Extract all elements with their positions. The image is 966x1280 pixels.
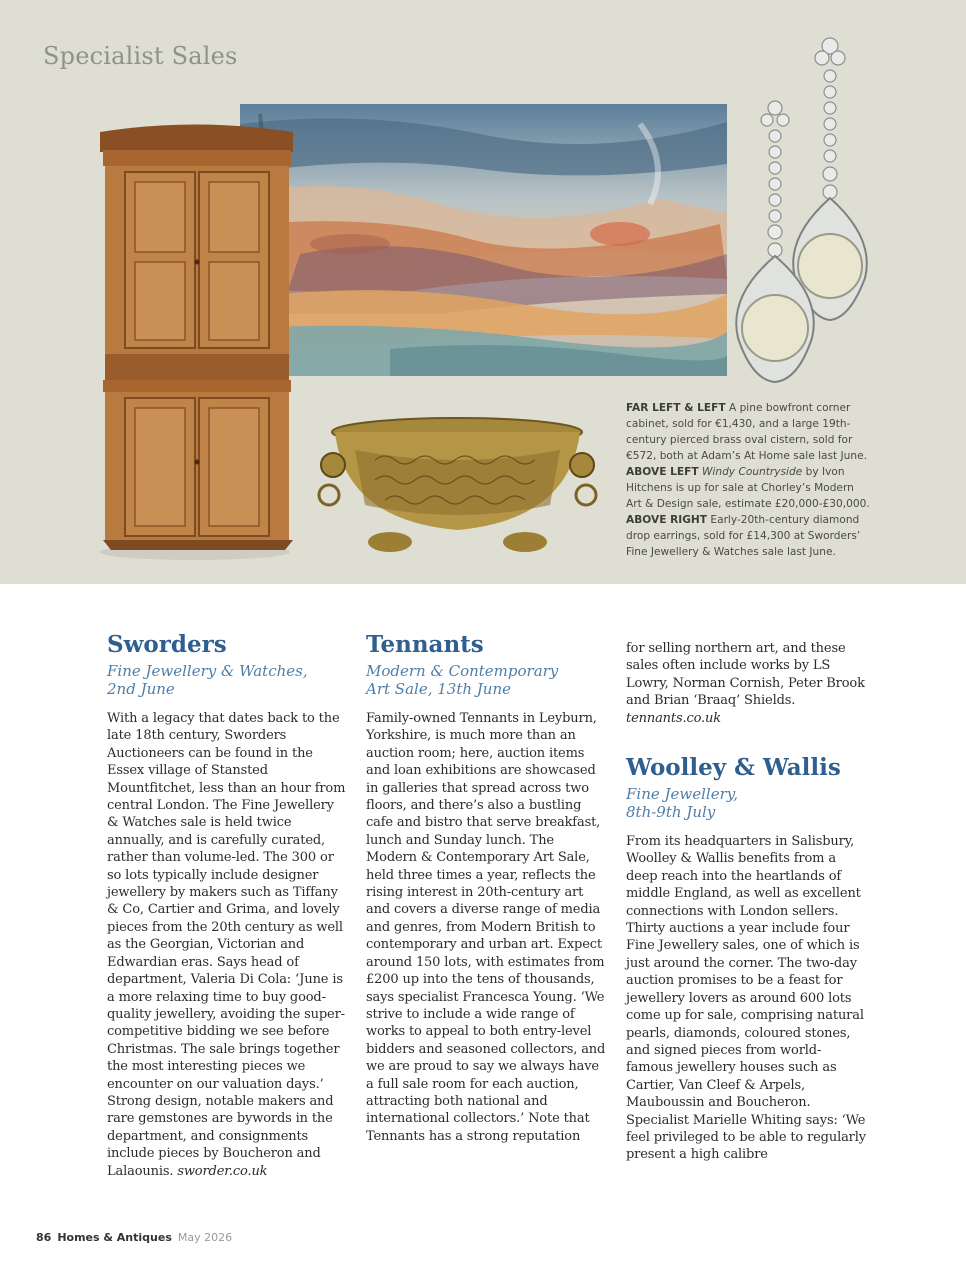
issue-date: May 2026 (177, 1231, 233, 1244)
venue-heading: Woolley & Wallis (626, 754, 841, 782)
article-body-continued: for selling northern art, and these sales often include works by LS Lowry, Norman Cornish, Peter Brook and Brian ‘Braaq’ Shields. tennants.co.uk (626, 641, 865, 726)
caption-far-left: FAR LEFT & LEFT A pine bowfront corner cabinet, sold for €1,430, and a large 19th-century pierced brass oval cistern, sold for €572, both at Adam’s At Home sale last June. (626, 402, 867, 462)
article-tennants (366, 630, 606, 1145)
hero-panel (0, 0, 966, 584)
painting-windy-countryside (240, 104, 727, 376)
diamond-drop-earrings (700, 28, 900, 388)
venue-heading: Tennants (366, 631, 484, 658)
page-footer (36, 1231, 232, 1244)
page-number: 86 (36, 1231, 52, 1244)
magazine-name: Homes & Antiques (57, 1231, 172, 1244)
caption-above-left: ABOVE LEFT Windy Countryside by Ivon Hitchens is up for sale at Chorley’s Modern Art & Design sale, estimate £20,000-£30,000. (626, 466, 870, 510)
sale-subheading: Fine Jewellery & Watches, 2nd June (107, 662, 308, 698)
pine-bowfront-corner-cabinet (95, 122, 300, 562)
website-link[interactable]: sworder.co.uk (177, 1163, 268, 1179)
article-woolley-wallis (626, 753, 866, 1164)
section-title: Specialist Sales (43, 42, 238, 70)
article-column-3 (626, 640, 866, 1164)
venue-heading: Sworders (107, 631, 227, 658)
sale-subheading: Modern & Contemporary Art Sale, 13th June (366, 662, 559, 698)
pierced-brass-oval-cistern (315, 410, 600, 558)
article-body: With a legacy that dates back to the late 18th century, Sworders Auctioneers can be found in the Essex village of Stansted Mountfitchet, less than an hour from central London. The Fine Jewellery & Watches sale is held twice annually, and is carefully curated, rather than volume-led. The 300 or so lots typically include designer jewellery by makers such as Tiffany & Co, Cartier and Grima, and lovely pieces from the 20th century as well as the Georgian, Victorian and Edwardian eras. Says head of department, Valeria Di Cola: ‘June is a more relaxing time to buy good-quality jewellery, avoiding the super-competitive bidding we see before Christmas. The sale brings together the most interesting pieces we encounter on our valuation days.’ Strong design, notable makers and rare gemstones are bywords in the department, and consignments include pieces by Boucheron and Lalaounis. sworder.co.uk (107, 711, 346, 1179)
article-body: Family-owned Tennants in Leyburn, Yorkshire, is much more than an auction room; here, auction items and loan exhibitions are showcased in galleries that spread across two floors, and there’s also a bustling cafe and bistro that serve breakfast, lunch and Sunday lunch. The Modern & Contemporary Art Sale, held three times a year, reflects the rising interest in 20th-century art and covers a diverse range of media and genres, from Modern British to contemporary and urban art. Expect around 150 lots, with estimates from £200 up into the tens of thousands, says specialist Francesca Young. ‘We strive to include a wide range of works to appeal to both entry-level bidders and seasoned collectors, and we are proud to say we always have a full sale room for each auction, attracting both national and international collectors.’ Note that Tennants has a strong reputation (366, 711, 606, 1144)
caption-above-right: ABOVE RIGHT Early-20th-century diamond drop earrings, sold for £14,300 at Sworders’ Fine Jewellery & Watches sale last June. (626, 514, 861, 558)
sale-subheading: Fine Jewellery, 8th-9th July (626, 785, 739, 822)
website-link[interactable]: tennants.co.uk (626, 710, 721, 726)
article-sworders (107, 630, 347, 1180)
article-body: From its headquarters in Salisbury, Woolley & Wallis benefits from a deep reach into the heartlands of middle England, as well as excellent connections with London sellers. Thirty auctions a year include four Fine Jewellery sales, one of which is just around the corner. The two-day auction promises to be a feast for jewellery lovers as around 600 lots come up for sale, comprising natural pearls, diamonds, coloured stones, and signed pieces from world-famous jewellery houses such as Cartier, Van Cleef & Arpels, Mauboussin and Boucheron. Specialist Marielle Whiting says: ‘We feel privileged to be able to regularly present a high calibre (626, 834, 866, 1163)
photo-caption (626, 400, 871, 560)
